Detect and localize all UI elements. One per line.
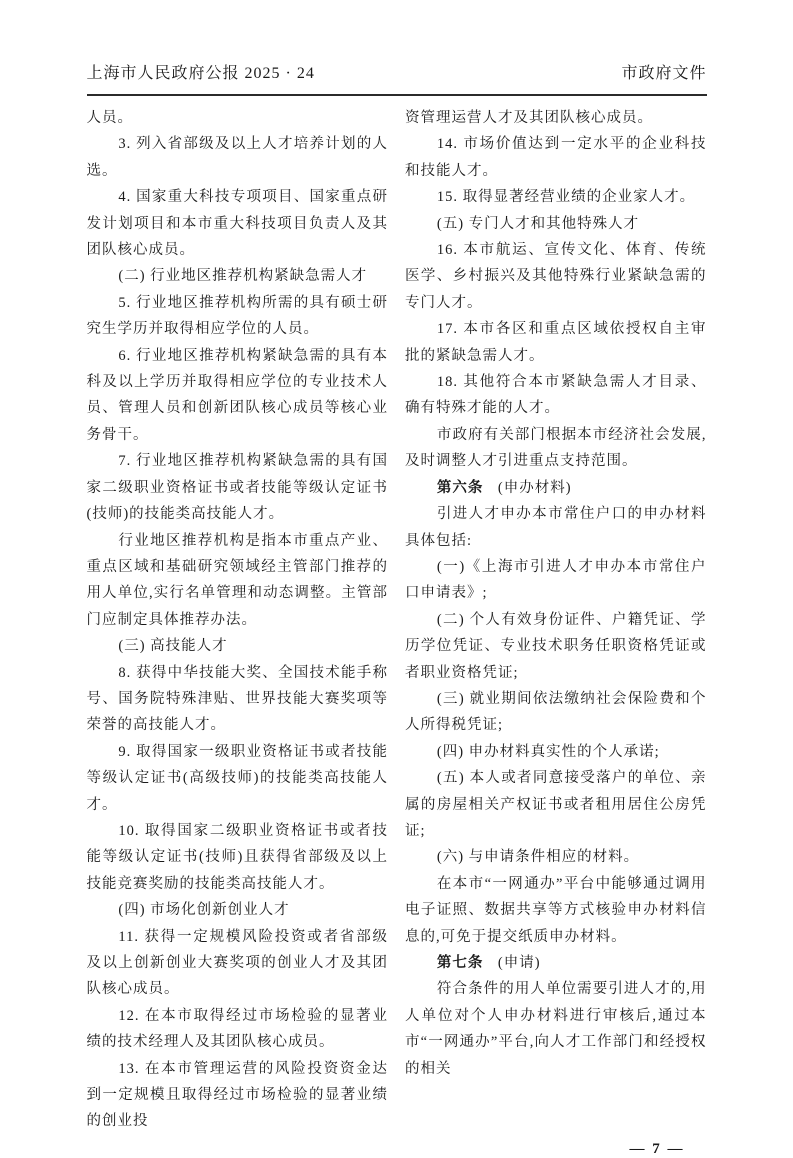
right-column xyxy=(405,105,707,1135)
page-number: — 7 — xyxy=(629,1140,685,1157)
paragraph: 4. 国家重大科技专项项目、国家重点研发计划项目和本市重大科技项目负责人及其团队核心成员。 xyxy=(86,189,388,259)
section-heading: (二) 行业地区推荐机构紧缺急需人才 xyxy=(118,268,368,285)
paragraph: 16. 本市航运、宣传文化、体育、传统医学、乡村振兴及其他特殊行业紧缺急需的专门人才。 xyxy=(405,242,707,311)
article-number: 第六条 xyxy=(436,479,484,496)
paragraph: 8. 获得中华技能大奖、全国技术能手称号、国务院特殊津贴、世界技能大赛奖项等荣誉的高技能人才。 xyxy=(86,664,388,734)
paragraph: (五) 本人或者同意接受落户的单位、亲属的房屋相关产权证书或者租用居住公房凭证; xyxy=(405,770,707,839)
gazette-title: 上海市人民政府公报 2025 · 24 xyxy=(86,65,315,82)
left-column xyxy=(87,105,389,1135)
article-heading xyxy=(405,475,707,501)
doc-category-label: 市政府文件 xyxy=(621,65,707,82)
page-header xyxy=(87,60,707,94)
paragraph: 17. 本市各区和重点区域依授权自主审批的紧缺急需人才。 xyxy=(405,321,707,364)
paragraph: (二) 个人有效身份证件、户籍凭证、学历学位凭证、专业技术职务任职资格凭证或者职业资格凭证; xyxy=(405,611,707,681)
section-heading: (五) 专门人才和其他特殊人才 xyxy=(436,215,640,232)
paragraph: 行业地区推荐机构是指本市重点产业、重点区域和基础研究领域经主管部门推荐的用人单位,实行名单管理和动态调整。主管部门应制定具体推荐办法。 xyxy=(86,532,388,628)
paragraph: 引进人才申办本市常住户口的申办材料具体包括: xyxy=(405,506,707,549)
paragraph: 资管理运营人才及其团队核心成员。 xyxy=(405,110,653,126)
paragraph: 7. 行业地区推荐机构紧缺急需的具有国家二级职业资格证书或者技能等级认定证书(技师)的技能类高技能人才。 xyxy=(86,453,388,523)
paragraph: 12. 在本市取得经过市场检验的显著业绩的技术经理人及其团队核心成员。 xyxy=(86,1007,388,1051)
paragraph: 11. 获得一定规模风险投资或者省部级及以上创新创业大赛奖项的创业人才及其团队核心成员。 xyxy=(86,928,388,998)
paragraph: (一)《上海市引进人才申办本市常住户口申请表》; xyxy=(405,558,707,602)
paragraph: 10. 取得国家二级职业资格证书或者技能等级认定证书(技师)且获得省部级及以上技能竞赛奖励的技能类高技能人才。 xyxy=(86,822,388,892)
paragraph: 14. 市场价值达到一定水平的企业科技和技能人才。 xyxy=(405,136,707,179)
article-number: 第七条 xyxy=(436,955,484,971)
gazette-page xyxy=(87,0,707,1158)
paragraph: 符合条件的用人单位需要引进人才的,用人单位对个人申办材料进行审核后,通过本市“一网通办”平台,向人才工作部门和经授权的相关 xyxy=(405,981,707,1077)
paragraph: 在本市“一网通办”平台中能够通过调用电子证照、数据共享等方式核验申办材料信息的,可免于提交纸质申办材料。 xyxy=(405,875,707,945)
paragraph: (三) 就业期间依法缴纳社会保险费和个人所得税凭证; xyxy=(405,690,707,734)
article-title: (申办材料) xyxy=(497,479,572,496)
article-title: (申请) xyxy=(497,955,541,971)
section-heading: (四) 市场化创新创业人才 xyxy=(118,902,290,919)
paragraph: 3. 列入省部级及以上人才培养计划的人选。 xyxy=(86,136,388,179)
paragraph: 市政府有关部门根据本市经济社会发展,及时调整人才引进重点支持范围。 xyxy=(405,426,707,470)
section-heading: (三) 高技能人才 xyxy=(118,638,228,655)
paragraph: 15. 取得显著经营业绩的企业家人才。 xyxy=(436,189,696,206)
paragraph: (六) 与申请条件相应的材料。 xyxy=(436,849,640,866)
paragraph: 人员。 xyxy=(86,110,133,126)
paragraph: 13. 在本市管理运营的风险投资资金达到一定规模且取得经过市场检验的显著业绩的创业投 xyxy=(86,1060,388,1130)
two-column-body xyxy=(87,105,707,1135)
paragraph: (四) 申办材料真实性的个人承诺; xyxy=(436,743,660,760)
paragraph: 18. 其他符合本市紧缺急需人才目录、确有特殊才能的人才。 xyxy=(405,374,707,417)
paragraph: 6. 行业地区推荐机构紧缺急需的具有本科及以上学历并取得相应学位的专业技术人员、管理人员和创新团队核心成员等核心业务骨干。 xyxy=(86,347,388,443)
paragraph: 5. 行业地区推荐机构所需的具有硕士研究生学历并取得相应学位的人员。 xyxy=(86,294,388,338)
article-heading xyxy=(405,950,707,976)
header-rule xyxy=(87,94,707,96)
paragraph: 9. 取得国家一级职业资格证书或者技能等级认定证书(高级技师)的技能类高技能人才。 xyxy=(86,743,388,813)
